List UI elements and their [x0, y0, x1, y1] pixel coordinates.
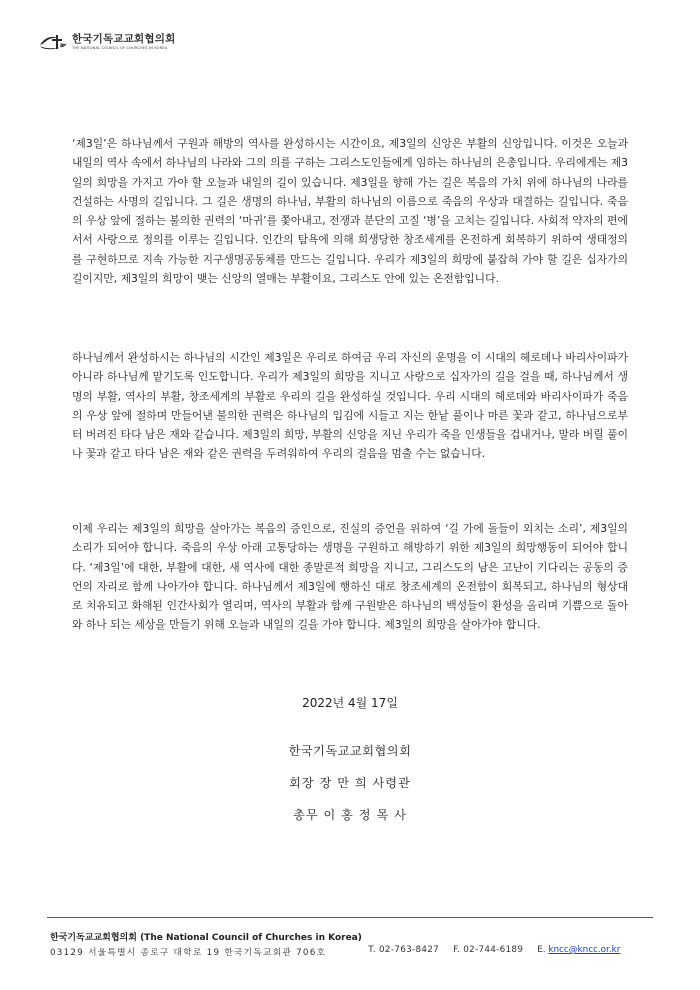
footer-email-link[interactable]: kncc@kncc.or.kr: [548, 945, 621, 955]
paragraph-2: 하나님께서 완성하시는 하나님의 시간인 제3일은 우리로 하여금 우리 자신의 운명을 이 시대의 헤로데나 바리사이파가 아니라 하나님께 맡기도록 인도합니다. 우리가 제3일의 희망을 지니고 사랑으로 십자가의 길을 걸을 때, 하나님께서 생명의 부활, 역사의 부활, 창조세계의 부활로 우리의 길을 완성하실 것입니다. 우리 시대의 헤로데와 바리사이파가 죽음의 우상 앞에 절하며 만들어낸 불의한 권력은 하나님의 입김에 시들고 지는 한낱 풀이나 마른 꽃과 같고, 하나님으로부터 버려진 타다 남은 재와 같습니다. 제3일의 희망, 부활의 신앙을 지닌 우리가 죽을 인생들을 겁내거나, 말라 버릴 풀이나 꽃과 같고 타다 남은 재와 같은 권력을 두려워하여 우리의 걸음을 멈출 수는 없습니다.: [72, 351, 628, 461]
footer-fax: F. 02-744-6189: [453, 945, 524, 955]
paragraph-1: ‘제3일’은 하나님께서 구원과 해방의 역사를 완성하시는 시간이요, 제3일의 신앙은 부활의 신앙입니다. 이것은 오늘과 내일의 역사 속에서 하나님의 나라와 그의 의를 구하는 그리스도인들에게 임하는 하나님의 은총입니다. 우리에게는 제3일의 희망을 가지고 가야 할 오늘과 내일의 길이 있습니다. 제3일을 향해 가는 길은 복음의 가치 위에 하나님의 나라를 건설하는 사명의 길입니다. 그 길은 생명의 하나님, 부활의 하나님의 이름으로 죽음의 우상과 대결하는 길입니다. 죽음의 우상 앞에 절하는 불의한 권력의 ‘마귀’를 쫓아내고, 전쟁과 분단의 고질 ‘병’을 고치는 길입니다. 사회적 약자의 편에 서서 사랑으로 정의를 이루는 길입니다. 인간의 탐욕에 의해 희생당한 창조세계를 온전하게 회복하기 위하여 생태정의를 구현하므로 지속 가능한 지구생명공동체를 만드는 길입니다. 우리가 제3일의 희망에 붙잡혀 가야 할 길은 십자가의 길이지만, 제3일의 희망이 맺는 신앙의 열매는 부활이요, 그리스도 안에 있는 온전함입니다.: [72, 137, 628, 286]
footer-email-label: E.: [537, 945, 546, 955]
footer-org-line: 한국기독교교회협의회 (The National Council of Churches in Korea): [50, 933, 362, 943]
signatory-general-secretary: 총무 이 홍 정 목 사: [293, 808, 407, 822]
footer-address: 03129 서울특별시 종로구 대학로 19 한국기독교회관 706호: [50, 948, 327, 958]
header-org-name: 한국기독교교회협의회: [72, 33, 176, 45]
header: [38, 29, 175, 55]
signatory-chair: 회장 장 만 희 사령관: [289, 776, 411, 790]
footer-contact: [50, 945, 655, 958]
signatory-org: 한국기독교교회협의회: [288, 744, 412, 758]
paragraph-3: 이제 우리는 제3일의 희망을 살아가는 복음의 증인으로, 진실의 증언을 위하여 ‘길 가에 돌들이 외치는 소리’, 제3일의 소리가 되어야 합니다. 죽음의 우상 아래 고통당하는 생명을 구원하고 해방하기 위한 제3일의 희망행동이 되어야 합니다. ‘제3일’에 대한, 부활에 대한, 새 역사에 대한 종말론적 희망을 지니고, 그리스도의 남은 고난이 기다리는 공동의 증언의 자리로 함께 나아가야 합니다. 하나님께서 제3일에 행하신 대로 창조세계의 온전함이 회복되고, 하나님의 형상대로 치유되고 화해된 인간사회가 열리며, 역사의 부활과 함께 구원받은 하나님의 백성들이 환성을 올리며 기쁨으로 돌아와 하나 되는 세상을 만들기 위해 오늘과 내일의 길을 가야 합니다. 제3일의 희망을 살아가야 합니다.: [72, 522, 628, 632]
header-org-name-en: THE NATIONAL COUNCIL OF CHURCHES IN KOREA: [72, 46, 168, 50]
footer-divider: [47, 917, 653, 918]
footer-tel: T. 02-763-8427: [368, 945, 440, 955]
kncc-logo-icon: [38, 31, 68, 53]
footer-email-wrap: [537, 945, 620, 958]
statement-date: 2022년 4월 17일: [302, 696, 398, 710]
